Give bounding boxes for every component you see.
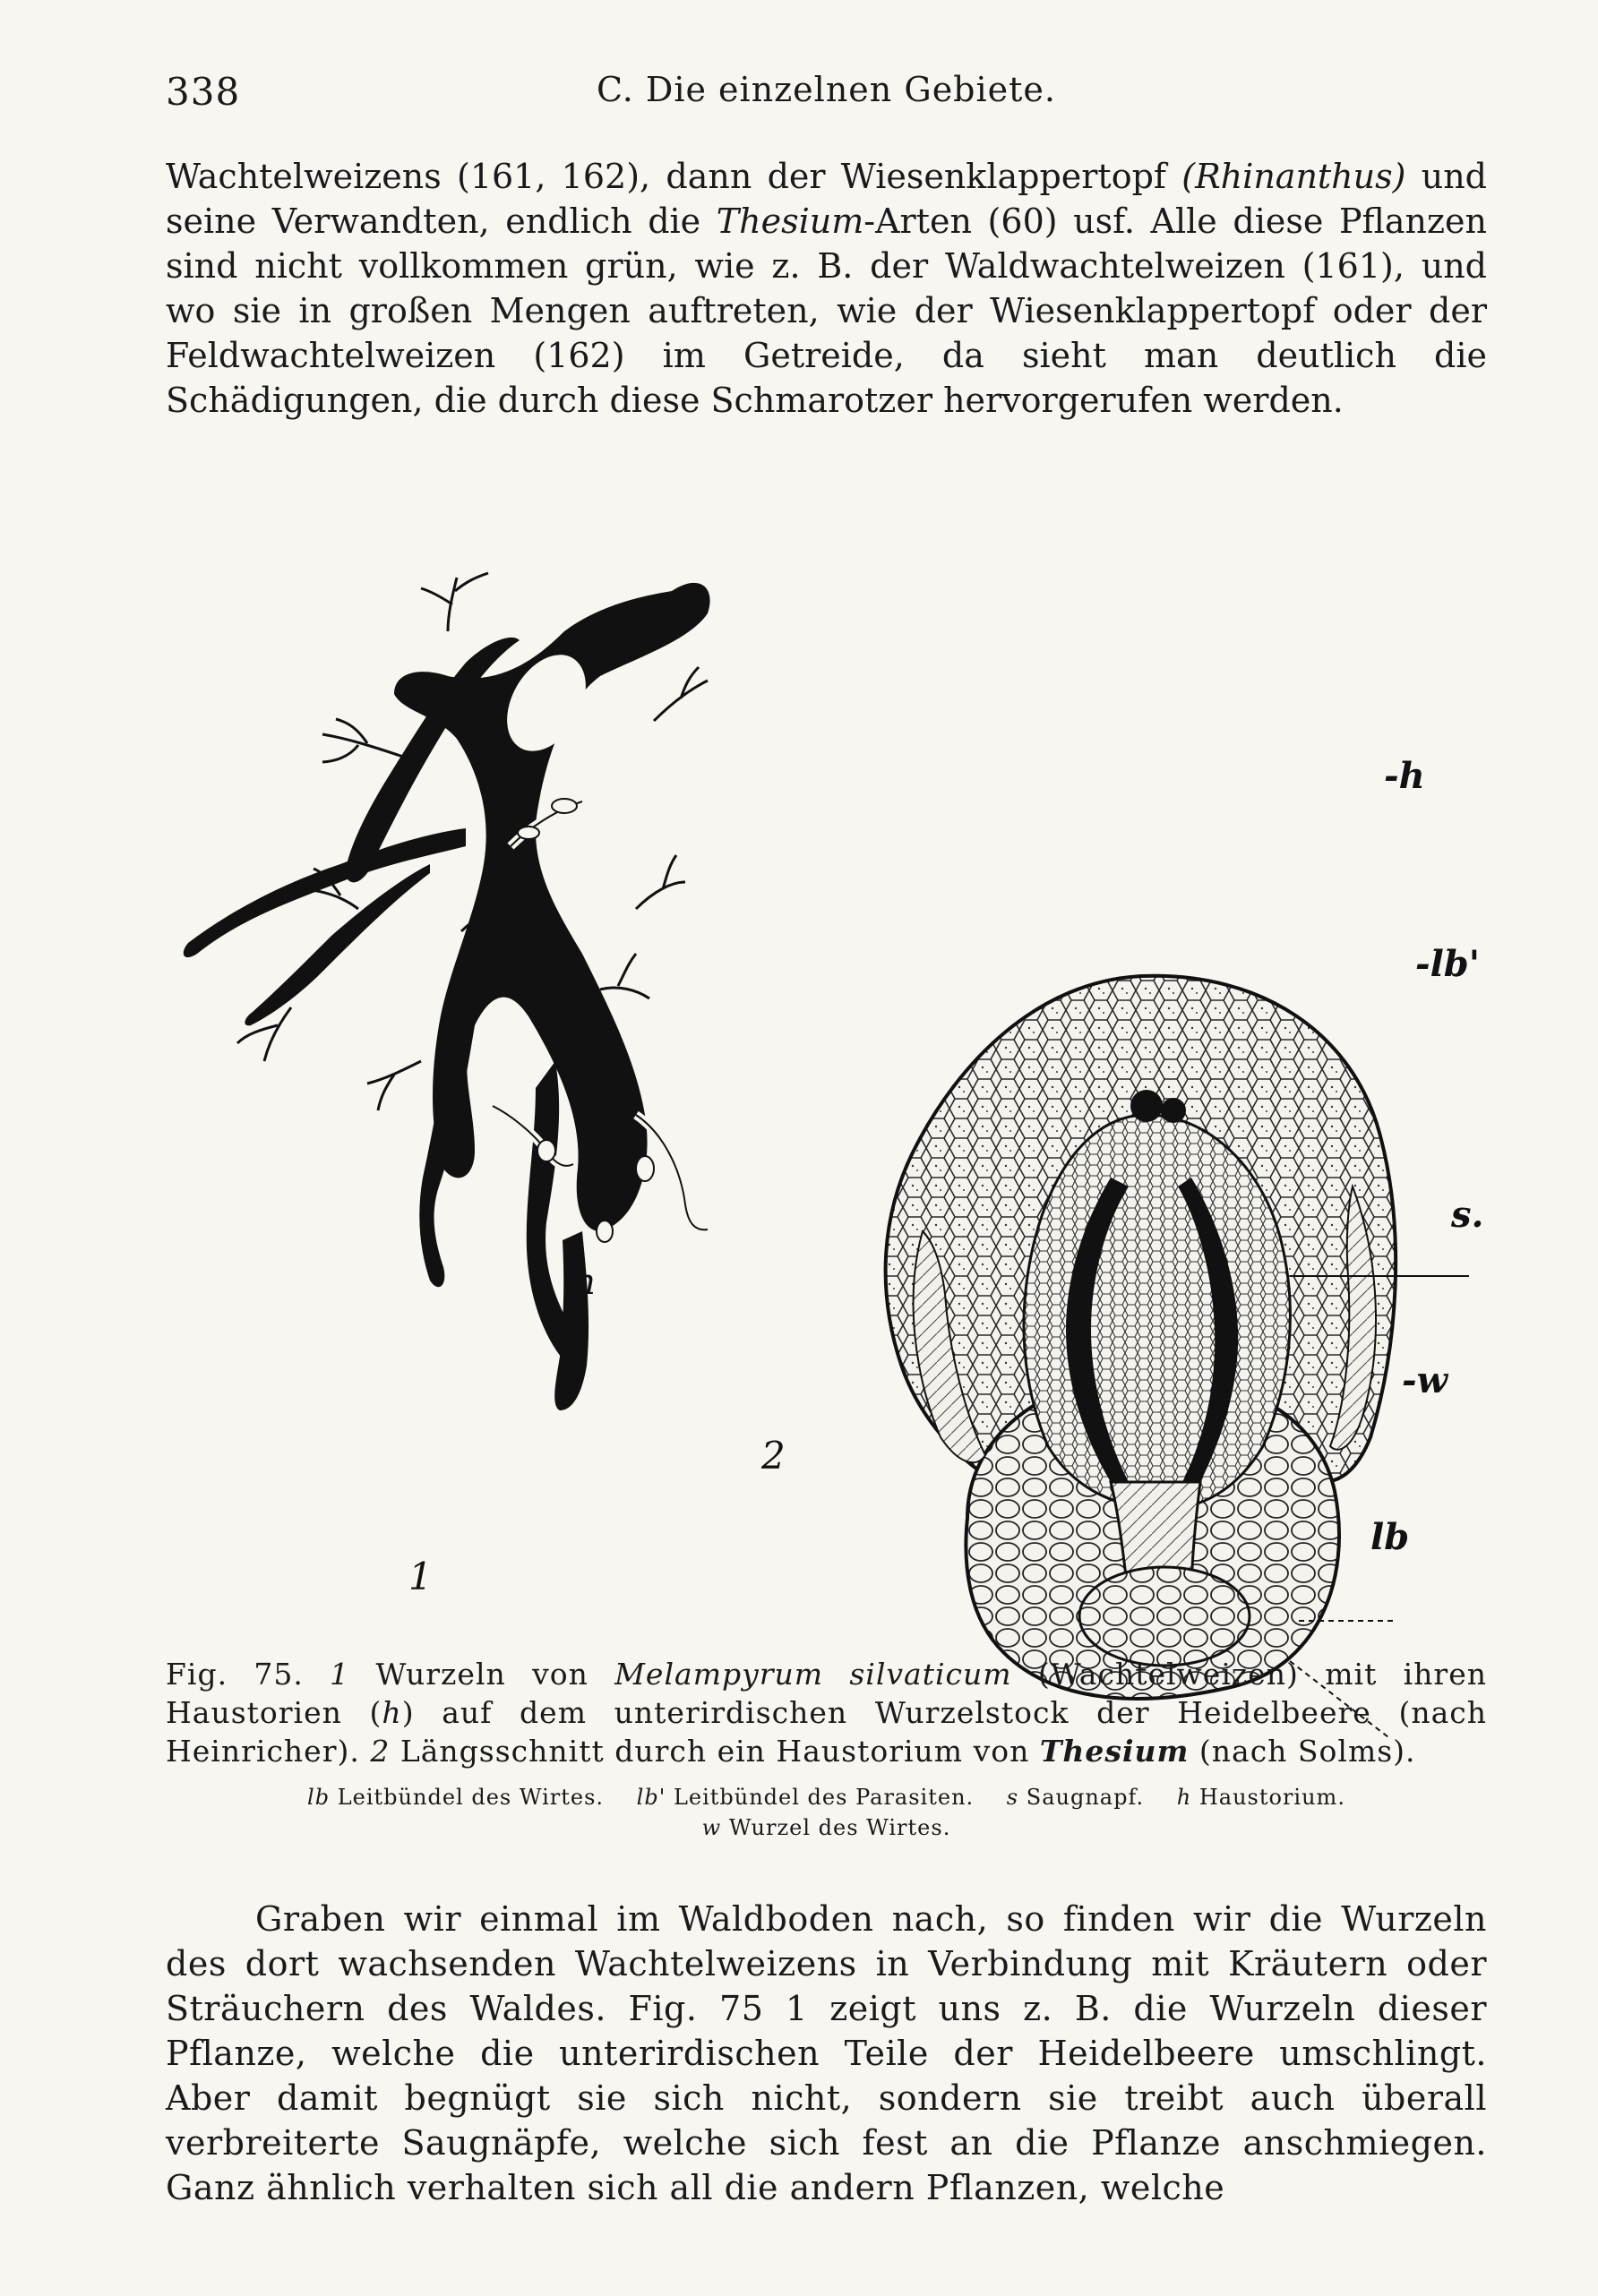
caption-text-5: (nach Solms).	[1189, 1734, 1416, 1769]
page-number: 338	[166, 70, 241, 114]
root-drawing	[184, 573, 710, 1598]
legend-lb-text: Leitbündel des Wirtes.	[330, 1785, 605, 1810]
page-header	[166, 70, 1487, 124]
legend-line-1	[166, 1782, 1487, 1812]
figure-illustration	[134, 488, 1484, 1652]
legend-lbp-text: Leitbündel des Parasiten.	[666, 1785, 975, 1810]
legend-line-2	[166, 1812, 1487, 1843]
legend-h-text: Haustorium.	[1191, 1785, 1345, 1810]
label-s: s.	[1451, 1194, 1484, 1236]
caption-text-2: (Wachtelweizen) mit ihren Haustorien (	[166, 1657, 1487, 1730]
legend-s-text: Saugnapf.	[1018, 1785, 1145, 1810]
paragraph-top-text-2: und seine Verwandten, endlich die	[166, 157, 1488, 241]
legend-w	[702, 1815, 951, 1840]
paragraph-bottom: Graben wir einmal im Waldboden nach, so finden wir die Wurzeln des dort wachsenden Wachtelweizens in Verbindung mit Kräutern oder Sträuchern des Waldes. Fig. 75 1 zeigt uns z. B. die Wurzeln dieser Pflanze, welche die unterirdischen Teile der Heidelbeere umschlingt. Aber damit begnügt sie sich nicht, sondern sie treibt auch überall verbreiterte Saugnäpfe, welche sich fest an die Pflanze anschmiegen. Ganz ähnlich verhalten sich all die andern Pflanzen, welche	[166, 1899, 1487, 2207]
running-head: C. Die einzelnen Gebiete.	[596, 70, 1056, 109]
label-lb-prime: -lb'	[1415, 943, 1481, 985]
label-w: -w	[1402, 1359, 1448, 1401]
paragraph-top-text-1: Wachtelweizens (161, 162), dann der Wiesenklappertopf	[166, 157, 1182, 196]
legend-lb	[307, 1785, 604, 1810]
root-label-h: h	[573, 1262, 597, 1303]
paragraph-top	[166, 154, 1487, 423]
caption-species-1: Melampyrum silvaticum	[614, 1657, 1012, 1692]
legend-h	[1177, 1785, 1345, 1810]
legend-s-abbr: s	[1006, 1785, 1019, 1810]
figure-75	[134, 488, 1484, 1652]
caption-panel-2: 2	[370, 1734, 391, 1769]
caption-text-3: ) auf dem unterirdischen Wurzelstock der Heidelbeere (nach Heinricher).	[166, 1695, 1487, 1769]
legend-w-text: Wurzel des Wirtes.	[721, 1815, 951, 1840]
caption-fig-prefix: Fig. 75.	[166, 1657, 331, 1692]
rhinanthus-term: (Rhinanthus)	[1181, 157, 1406, 196]
figure-legend	[166, 1782, 1487, 1843]
thesium-term: Thesium	[716, 201, 864, 241]
panel-1-number: 1	[408, 1555, 433, 1598]
caption-text-4: Längsschnitt durch ein Haustorium von	[390, 1734, 1040, 1769]
caption-text-1: Wurzeln von	[349, 1657, 615, 1692]
label-lb: lb	[1370, 1516, 1410, 1558]
caption-h: h	[382, 1695, 402, 1730]
legend-w-abbr: w	[701, 1815, 722, 1840]
panel-2-number: 2	[761, 1434, 786, 1478]
paragraph-top-text-3: -Arten (60) usf. Alle diese Pflanzen sind nicht vollkommen grün, wie z. B. der Waldwachtelweizen (161), und wo sie in großen Mengen auftreten, wie der Wiesenklappertopf oder der Feldwachtelweizen (162) im Getreide, da sieht man deutlich die Schädigungen, die durch diese Schmarotzer hervorgerufen werden.	[166, 201, 1488, 420]
legend-lb-abbr: lb	[307, 1785, 331, 1810]
legend-lbp-abbr: lb'	[636, 1785, 666, 1810]
legend-h-abbr: h	[1176, 1785, 1192, 1810]
caption-panel-1: 1	[330, 1657, 350, 1692]
caption-species-2: Thesium	[1039, 1734, 1190, 1769]
haustorium-section	[760, 755, 1483, 1737]
figure-caption	[166, 1655, 1487, 1770]
label-h: -h	[1384, 755, 1425, 797]
legend-s	[1007, 1785, 1144, 1810]
legend-lb-prime	[637, 1785, 974, 1810]
